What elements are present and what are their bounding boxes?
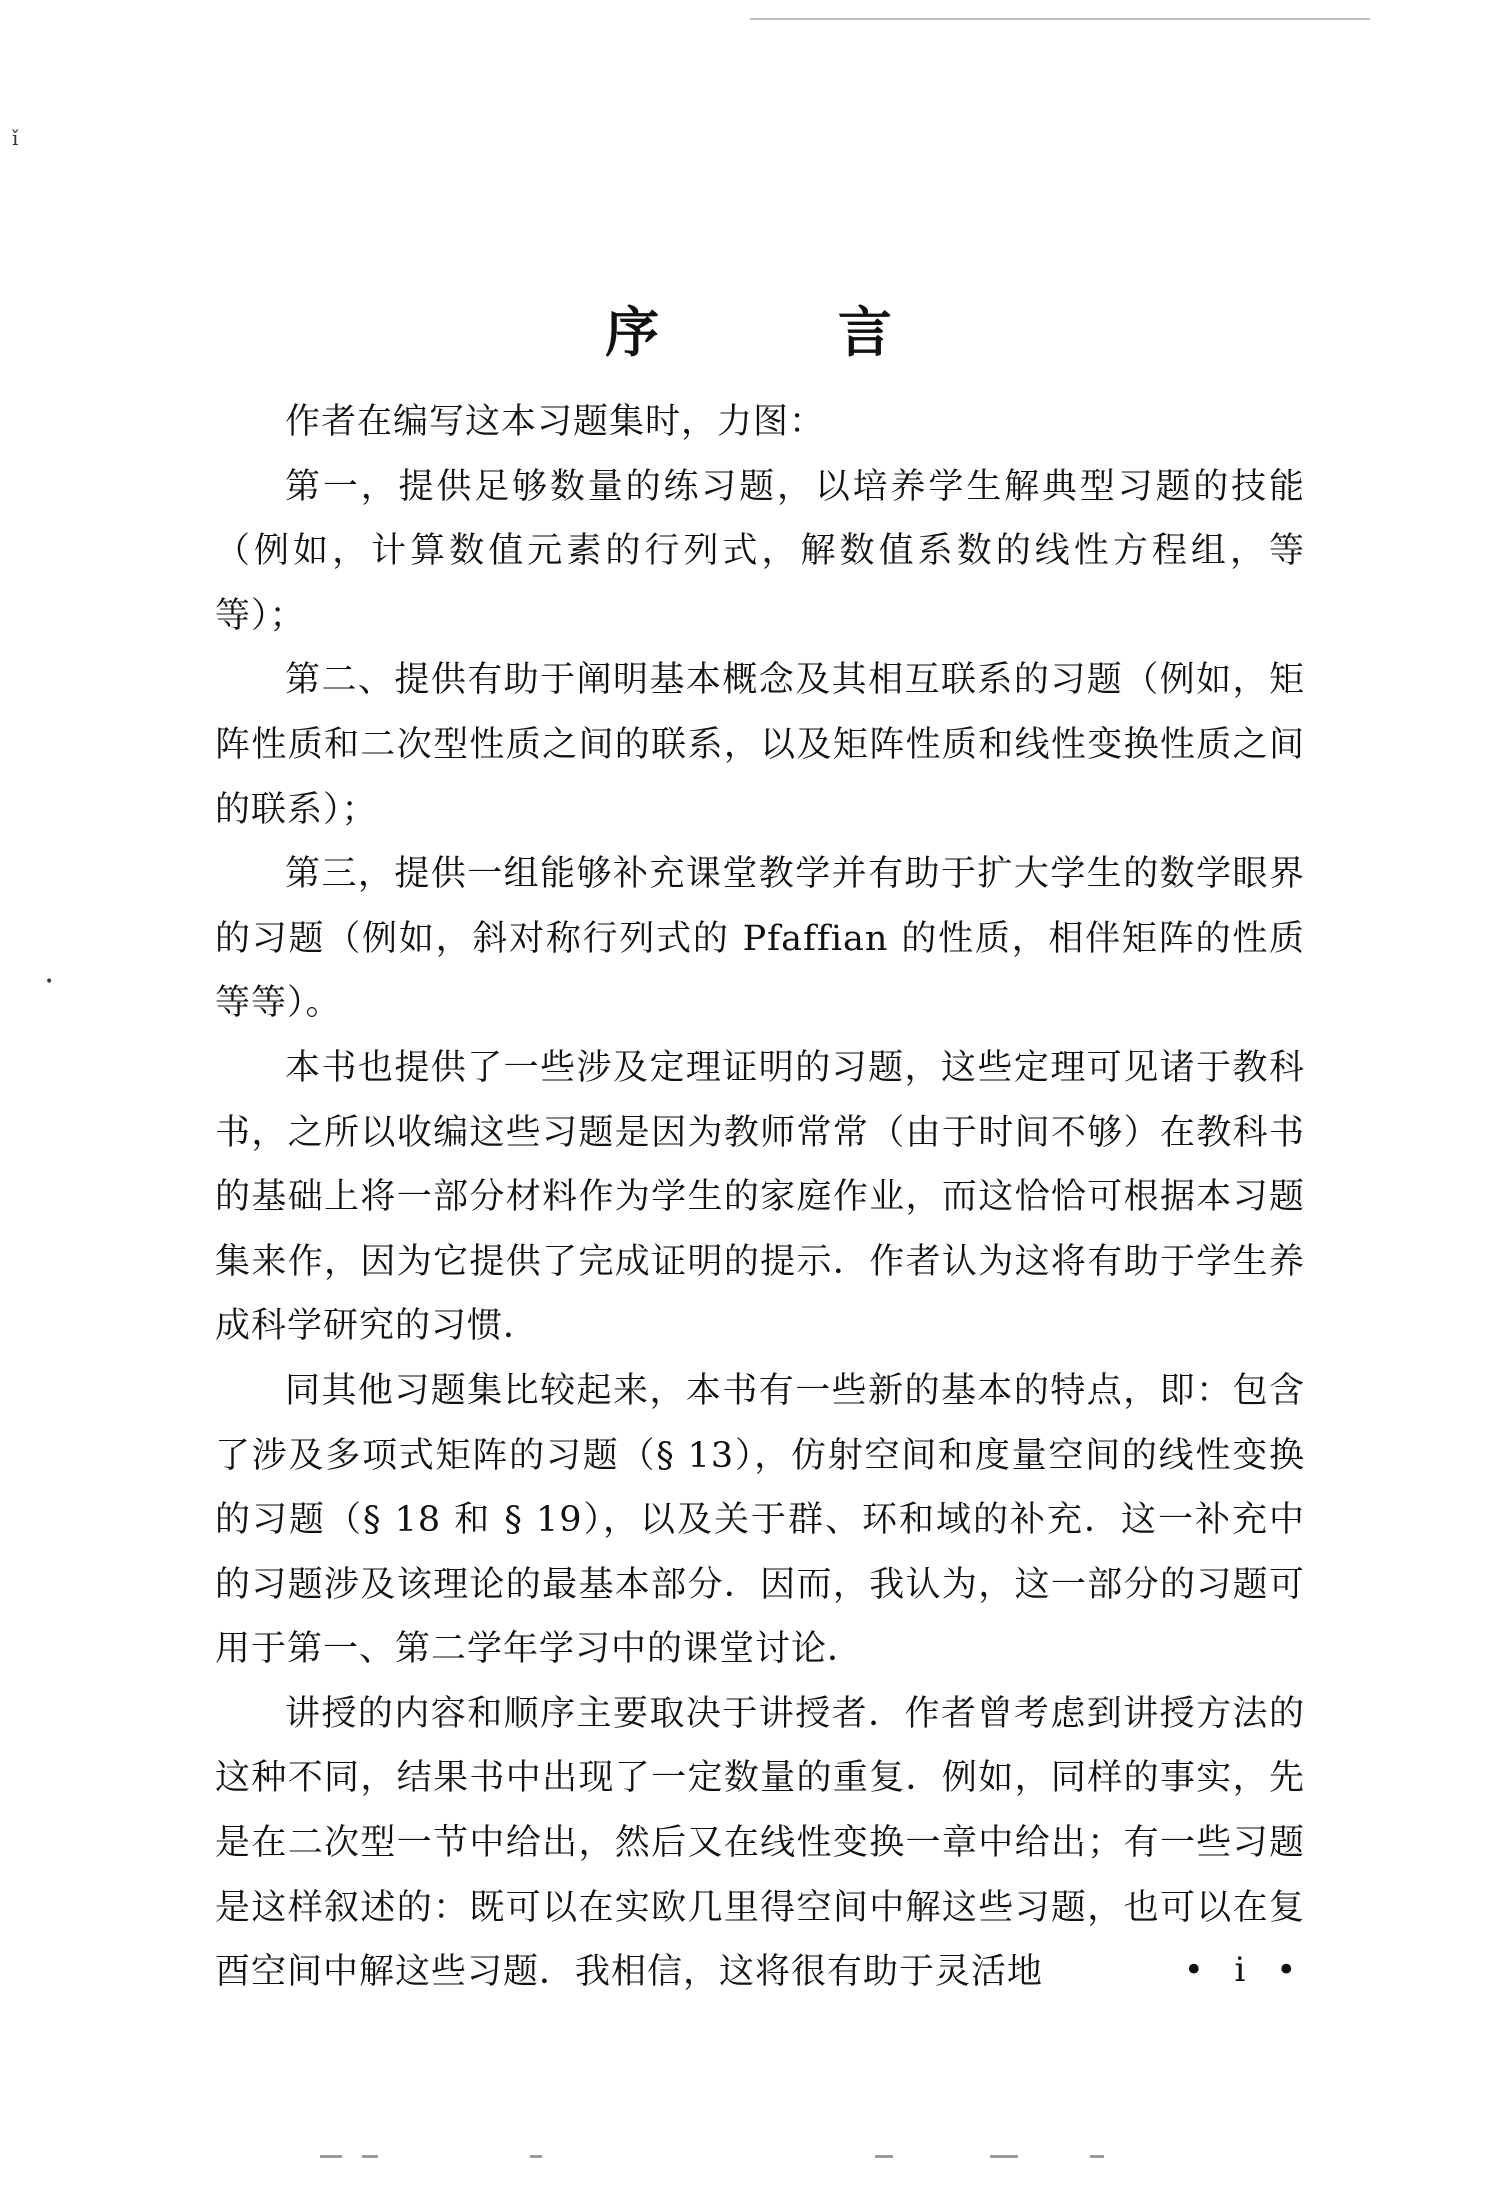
scan-bottom-marks	[300, 2155, 1200, 2163]
paragraph-new-features: 同其他习题集比较起来，本书有一些新的基本的特点，即：包含了涉及多项式矩阵的习题（§ 13），仿射空间和度量空间的线性变换的习题（§ 18 和 § 19），以及关于群、环和域的补充．这一补充中的习题涉及该理论的最基本部分．因而，我认为，这一部分的习题可用于第一、第二学年学习中的课堂讨论．	[215, 1370, 1305, 1670]
page-title: 序 言	[605, 300, 972, 364]
paragraph-proof-exercises: 本书也提供了一些涉及定理证明的习题，这些定理可见诸于教科书，之所以收编这些习题是因为教师常常（由于时间不够）在教科书的基础上将一部分材料作为学生的家庭作业，而这恰恰可根据本习题集来作，因为它提供了完成证明的提示．作者认为这将有助于学生养成科学研究的习惯．	[215, 1047, 1305, 1347]
paragraph-teaching-order: 讲授的内容和顺序主要取决于讲授者．作者曾考虑到讲授方法的这种不同，结果书中出现了一定数量的重复．例如，同样的事实，先是在二次型一节中给出，然后又在线性变换一章中给出；有一些习题是这样叙述的：既可以在实欧几里得空间中解这些习题，也可以在复酉空间中解这些习题．我相信，这将很有助于灵活地	[215, 1693, 1305, 1993]
paragraph-intro: 作者在编写这本习题集时，力图：	[285, 402, 826, 442]
paragraph-second-goal: 第二、提供有助于阐明基本概念及其相互联系的习题（例如，矩阵性质和二次型性质之间的联系，以及矩阵性质和线性变换性质之间的联系）；	[215, 660, 1305, 830]
margin-speck: •	[45, 974, 54, 990]
page-number: • i •	[1183, 1950, 1307, 1990]
paragraph-third-goal: 第三，提供一组能够补充课堂教学并有助于扩大学生的数学眼界的习题（例如，斜对称行列式的 Pfaffian 的性质，相伴矩阵的性质等等）。	[215, 854, 1305, 1024]
margin-speck: ǐ	[12, 126, 19, 150]
preface-body	[215, 390, 1305, 2005]
paragraph-first-goal: 第一，提供足够数量的练习题，以培养学生解典型习题的技能（例如，计算数值元素的行列式，解数值系数的线性方程组，等等）；	[215, 466, 1305, 636]
